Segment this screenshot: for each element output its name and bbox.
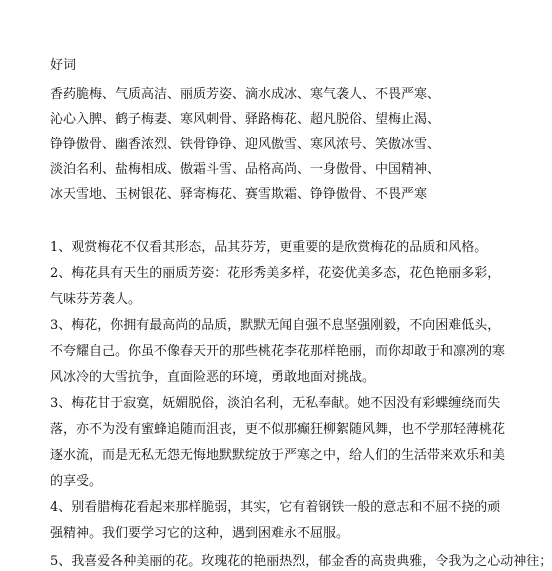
paragraph-line: 气味芬芳袭人。 (50, 292, 142, 307)
paragraph-line: 3、梅花甘于寂寞，妩媚脱俗，淡泊名利，无私奉献。她不因没有彩蝶缠绕而失 (50, 396, 501, 411)
paragraph-line: 强精神。我们要学习它的这种，遇到困难永不屈服。 (50, 526, 350, 541)
paragraph-line: 3、梅花，你拥有最高尚的品质，默默无闻自强不息坚强刚毅，不向困难低头， (50, 318, 501, 333)
good-words-line: 淡泊名利、盐梅相成、傲霜斗雪、品格高尚、一身傲骨、中国精神、 (50, 162, 441, 177)
paragraph-line: 风冰冷的大雪抗争，直面险恶的环境，勇敢地面对挑战。 (50, 370, 376, 385)
paragraph-line: 1、观赏梅花不仅看其形态，品其芬芳，更重要的是欣赏梅花的品质和风格。 (50, 240, 488, 255)
paragraph-line: 落，亦不为没有蜜蜂追随而沮丧，更不似那癫狂柳絮随风舞，也不学那轻薄桃花 (50, 422, 506, 437)
paragraph-line: 的享受。 (50, 474, 103, 489)
good-words-line: 铮铮傲骨、幽香浓烈、铁骨铮铮、迎风傲雪、寒风浓号、笑傲冰雪、 (50, 137, 441, 152)
paragraph-line: 不夸耀自己。你虽不像春天开的那些桃花李花那样艳丽，而你却敢于和凛冽的寒 (50, 344, 506, 359)
paragraph-line: 4、别看腊梅花看起来那样脆弱，其实，它有着钢铁一般的意志和不屈不挠的顽 (50, 500, 501, 515)
good-words-line: 冰天雪地、玉树银花、驿寄梅花、赛雪欺霜、铮铮傲骨、不畏严寒 (50, 187, 428, 202)
paragraph-line: 5、我喜爱各种美丽的花。玫瑰花的艳丽热烈，郁金香的高贵典雅，令我为之心动神往； (50, 554, 552, 569)
paragraph-line: 逐水流，而是无私无怨无悔地默默绽放于严寒之中，给人们的生活带来欢乐和美 (50, 448, 506, 463)
section-heading: 好词 (50, 58, 77, 73)
paragraph-line: 2、梅花具有天生的丽质芳姿：花形秀美多样，花姿优美多态，花色艳丽多彩， (50, 266, 501, 281)
good-words-line: 沁心入脾、鹤子梅妻、寒风刺骨、驿路梅花、超凡脱俗、望梅止渴、 (50, 112, 441, 127)
good-words-line: 香药脆梅、气质高洁、丽质芳姿、滴水成冰、寒气袭人、不畏严寒、 (50, 87, 441, 102)
